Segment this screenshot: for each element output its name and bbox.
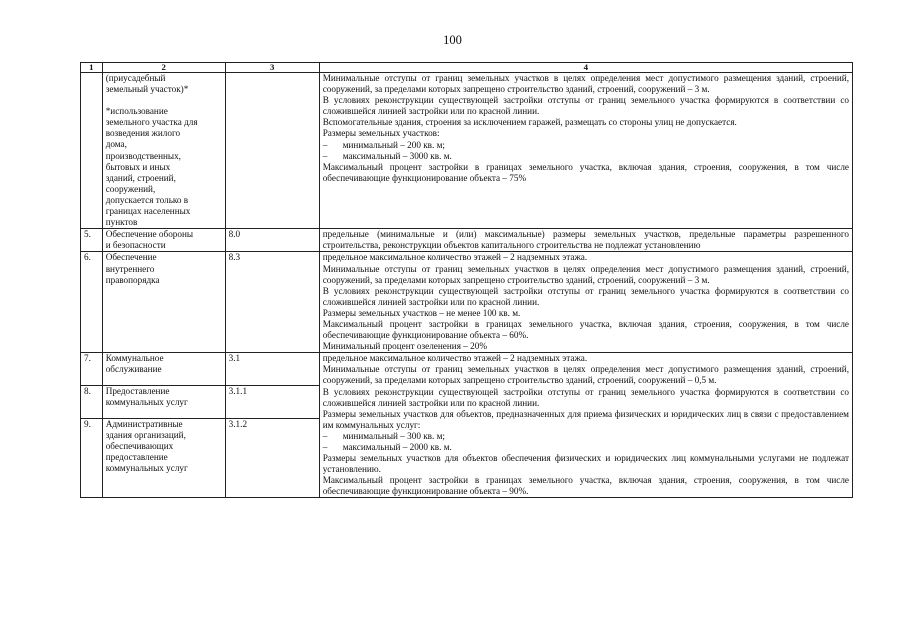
footnote-line: сооружений, [105, 183, 156, 194]
parameter-paragraph: Максимальный процент застройки в границах земельного участка, включая здания, строения, сооружения, в том числе обеспечивающие функционирование объекта – 60%. [322, 318, 849, 341]
footnote-line: дома, [105, 139, 127, 150]
code-cell: 8.0 [225, 229, 319, 252]
parameter-paragraph: Размеры земельных участков: [322, 128, 440, 139]
parameter-paragraph: Размеры земельных участков для объектов, предназначенных для приема физических и юридических лиц в связи с предоставлением им коммунальных услуг: [322, 408, 849, 430]
parameter-paragraph: В условиях реконструкции существующей застройки отступы от границ земельного участка формируются в соответствии со сложившейся линией застройки или по красной линии. [322, 285, 849, 307]
use-name-line: обслуживание [105, 364, 162, 375]
parameter-paragraph: Минимальные отступы от границ земельных участков в целях определения мест допустимого размещения зданий, строений, сооружений, за пределами которых запрещено строительство зданий, строений, сооружений – 0,5 м. [322, 364, 849, 386]
table-row [81, 73, 853, 229]
row-number: 9. [81, 418, 103, 498]
use-name-line: предоставление [105, 452, 168, 462]
dash-item: – минимальный – 300 кв. м; [322, 430, 445, 441]
footnote-line: земельного участка для [105, 117, 198, 128]
page-number: 100 [443, 33, 462, 47]
code-cell: 3.1.1 [225, 385, 319, 418]
row-number: 6. [81, 252, 103, 353]
use-name-line: и безопасности [105, 240, 166, 251]
use-name-line: коммунальных услуг [105, 463, 188, 474]
parameter-paragraph: предельное максимальное количество этажей – 2 надземных этажа. [322, 252, 588, 263]
parameters-cell [319, 73, 852, 229]
parameter-paragraph: предельное максимальное количество этажей – 2 надземных этажа. [322, 353, 588, 364]
table-row [81, 229, 853, 252]
footnote-line: производственных, [105, 150, 181, 161]
parameter-paragraph: Минимальные отступы от границ земельных участков в целях определения мест допустимого размещения зданий, строений, сооружений, за пределами которых запрещено строительство зданий, строений, сооружений – 3 м. [322, 263, 849, 285]
use-name-line: Административные [105, 418, 183, 429]
code-cell [225, 73, 319, 229]
footnote-line: пунктов [105, 217, 138, 228]
parameter-paragraph: В условиях реконструкции существующей застройки отступы от границ земельного участка формируются в соответствии со сложившейся линией застройки или по красной линии. [322, 386, 849, 408]
code-cell: 3.1.2 [225, 418, 319, 498]
use-name-line: обеспечивающих [105, 440, 174, 451]
table-header-row [81, 63, 853, 73]
use-name-line: Предоставление [105, 385, 170, 396]
parameter-paragraph: Максимальный процент застройки в границах земельного участка, включая здания, строения, сооружения, в том числе обеспечивающие функционирование объекта – 75% [322, 161, 849, 183]
code-cell: 3.1 [225, 353, 319, 386]
parameters-cell [319, 353, 852, 498]
column-header: 4 [319, 63, 852, 73]
row-number: 8. [81, 385, 103, 418]
code-cell: 8.3 [225, 252, 319, 353]
use-name-line: внутреннего [105, 263, 155, 274]
use-name-cell [102, 418, 225, 498]
parameters-cell: предельные (минимальные и (или) максимальные) размеры земельных участков, предельные параметры разрешенного строительства, реконструкции объектов капитального строительства не подлежат установлению [319, 229, 852, 252]
footnote-line: допускается только в [105, 194, 189, 205]
use-name-cell [102, 73, 225, 229]
parameter-paragraph: В условиях реконструкции существующей застройки отступы от границ земельного участка формируются в соответствии со сложившейся линией застройки или по красной линии. [322, 95, 849, 117]
use-name-line: Обеспечение [105, 252, 157, 263]
use-name-line: Обеспечение обороны [105, 229, 194, 240]
parameter-paragraph: Размеры земельных участков для объектов обеспечения физических и юридических лиц коммунальными услугами не подлежат установлению. [322, 453, 849, 475]
footnote-line: возведения жилого [105, 128, 181, 139]
use-name-line: правопорядка [105, 274, 160, 285]
row-number: 5. [81, 229, 103, 252]
use-name-cell [102, 252, 225, 353]
use-name-line: коммунальных услуг [105, 397, 188, 408]
row-number: 7. [81, 353, 103, 386]
use-name-line: (приусадебный [105, 73, 166, 83]
use-name-line: земельный участок)* [105, 84, 189, 95]
footnote-line: бытовых и иных [105, 161, 171, 172]
parameter-paragraph: Максимальный процент застройки в границах земельного участка, включая здания, строения, сооружения, в том числе обеспечивающие функционирование объекта – 90%. [322, 475, 849, 497]
table-row [81, 353, 853, 386]
use-name-line: здания организаций, [105, 429, 186, 440]
use-name-cell [102, 229, 225, 252]
footnote-line: зданий, строений, [105, 172, 176, 183]
column-header: 3 [225, 63, 319, 73]
parameter-paragraph: Вспомогательные здания, строения за исключением гаражей, размещать со стороны улиц не допускается. [322, 117, 737, 128]
parameter-paragraph: Минимальный процент озеленения – 20% [322, 341, 487, 352]
parameters-cell [319, 252, 852, 353]
table-row [81, 252, 853, 353]
column-header: 2 [102, 63, 225, 73]
footnote-line: *использование [105, 106, 168, 117]
dash-item: – максимальный – 2000 кв. м. [322, 442, 452, 452]
row-number [81, 73, 103, 229]
use-name-cell [102, 385, 225, 418]
regulations-table [80, 62, 853, 498]
column-header: 1 [81, 63, 103, 73]
use-name-cell [102, 353, 225, 386]
dash-item: – максимальный – 3000 кв. м. [322, 150, 452, 161]
parameter-paragraph: Размеры земельных участков – не менее 100 кв. м. [322, 307, 521, 318]
dash-item: – минимальный – 200 кв. м; [322, 139, 445, 150]
footnote-line: границах населенных [105, 206, 191, 217]
parameter-paragraph: Минимальные отступы от границ земельных участков в целях определения мест допустимого размещения зданий, строений, сооружений, за пределами которых запрещено строительство зданий, строений, сооружений – 3 м. [322, 73, 849, 95]
use-name-line: Коммунальное [105, 353, 164, 364]
